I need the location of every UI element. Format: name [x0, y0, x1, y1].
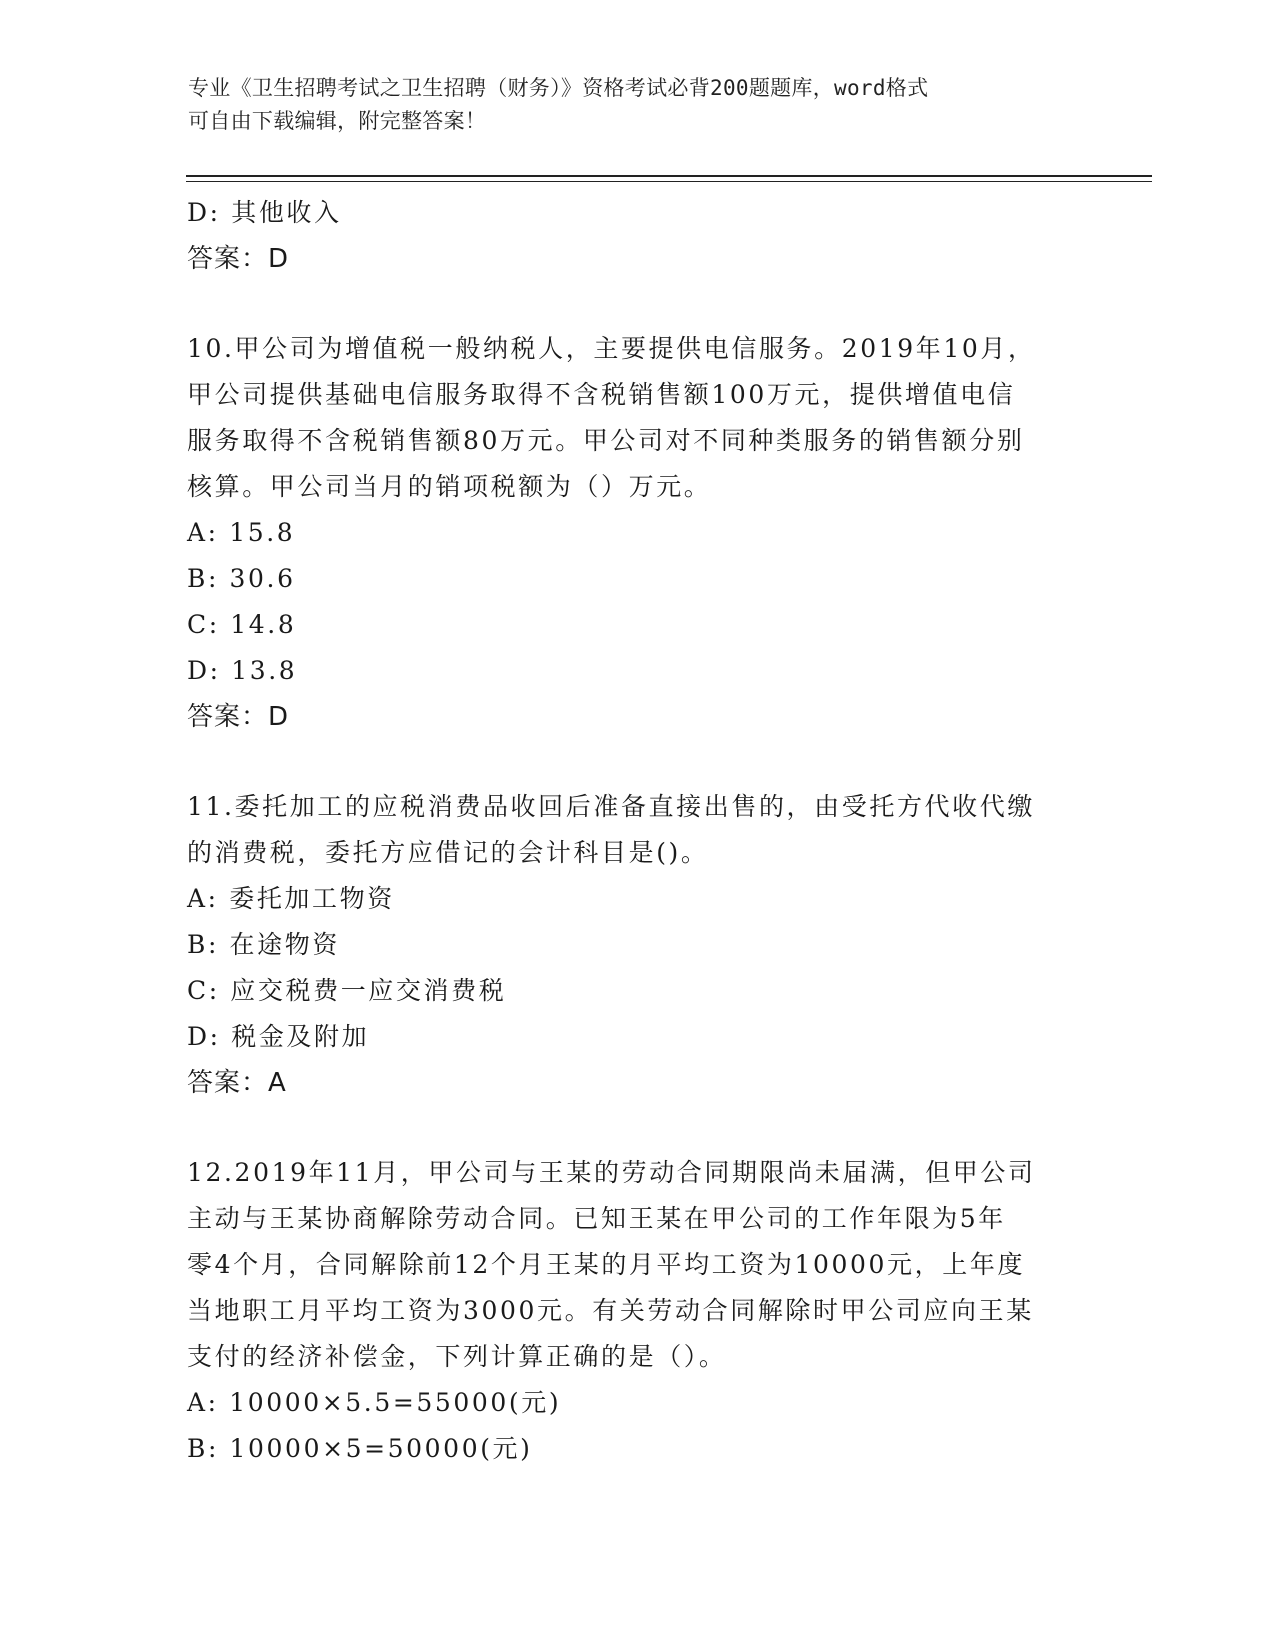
question-text-line: 当地职工月平均工资为3000元。有关劳动合同解除时甲公司应向王某 [187, 1296, 1034, 1325]
question-text-line: 核算。甲公司当月的销项税额为（）万元。 [187, 472, 712, 501]
option-a: A: 10000×5.5=55000(元) [187, 1388, 562, 1417]
header-line-1: 专业《卫生招聘考试之卫生招聘（财务）》资格考试必背200题题库，word格式 [188, 76, 929, 100]
option-c: C: 14.8 [187, 610, 297, 639]
prev-option-d: D: 其他收入 [187, 198, 342, 227]
header-line-2: 可自由下载编辑，附完整答案！ [188, 109, 487, 133]
question-text-line: 服务取得不含税销售额80万元。甲公司对不同种类服务的销售额分别 [187, 426, 1025, 455]
option-c: C: 应交税费一应交消费税 [187, 976, 507, 1005]
option-d: D: 13.8 [187, 656, 298, 685]
option-b: B: 30.6 [187, 564, 296, 593]
option-d: D: 税金及附加 [187, 1022, 370, 1051]
document-header [188, 72, 1088, 138]
option-a: A: 15.8 [187, 518, 296, 547]
question-11 [187, 784, 1087, 1106]
answer: 答案：D [187, 702, 290, 732]
question-text-line: 10.甲公司为增值税一般纳税人，主要提供电信服务。2019年10月， [187, 334, 1036, 363]
question-text-line: 甲公司提供基础电信服务取得不含税销售额100万元，提供增值电信 [187, 380, 1016, 409]
answer: 答案：A [187, 1068, 287, 1098]
option-b: B: 10000×5=50000(元) [187, 1434, 533, 1463]
question-text-line: 零4个月，合同解除前12个月王某的月平均工资为10000元，上年度 [187, 1250, 1026, 1279]
header-rule-thick [186, 175, 1152, 177]
question-text-line: 的消费税，委托方应借记的会计科目是()。 [187, 838, 709, 867]
question-text-line: 主动与王某协商解除劳动合同。已知王某在甲公司的工作年限为5年 [187, 1204, 1006, 1233]
question-text-line: 12.2019年11月，甲公司与王某的劳动合同期限尚未届满，但甲公司 [187, 1158, 1036, 1187]
option-a: A: 委托加工物资 [187, 884, 395, 913]
question-10 [187, 326, 1087, 740]
document-body [187, 190, 1087, 1472]
option-b: B: 在途物资 [187, 930, 340, 959]
header-rule-thin [186, 181, 1152, 182]
question-12 [187, 1150, 1087, 1472]
spacer [187, 1106, 1087, 1150]
spacer [187, 740, 1087, 784]
question-text-line: 支付的经济补偿金，下列计算正确的是（）。 [187, 1342, 727, 1371]
question-text-line: 11.委托加工的应税消费品收回后准备直接出售的，由受托方代收代缴 [187, 792, 1035, 821]
prev-answer: 答案：D [187, 244, 290, 274]
spacer [187, 282, 1087, 326]
